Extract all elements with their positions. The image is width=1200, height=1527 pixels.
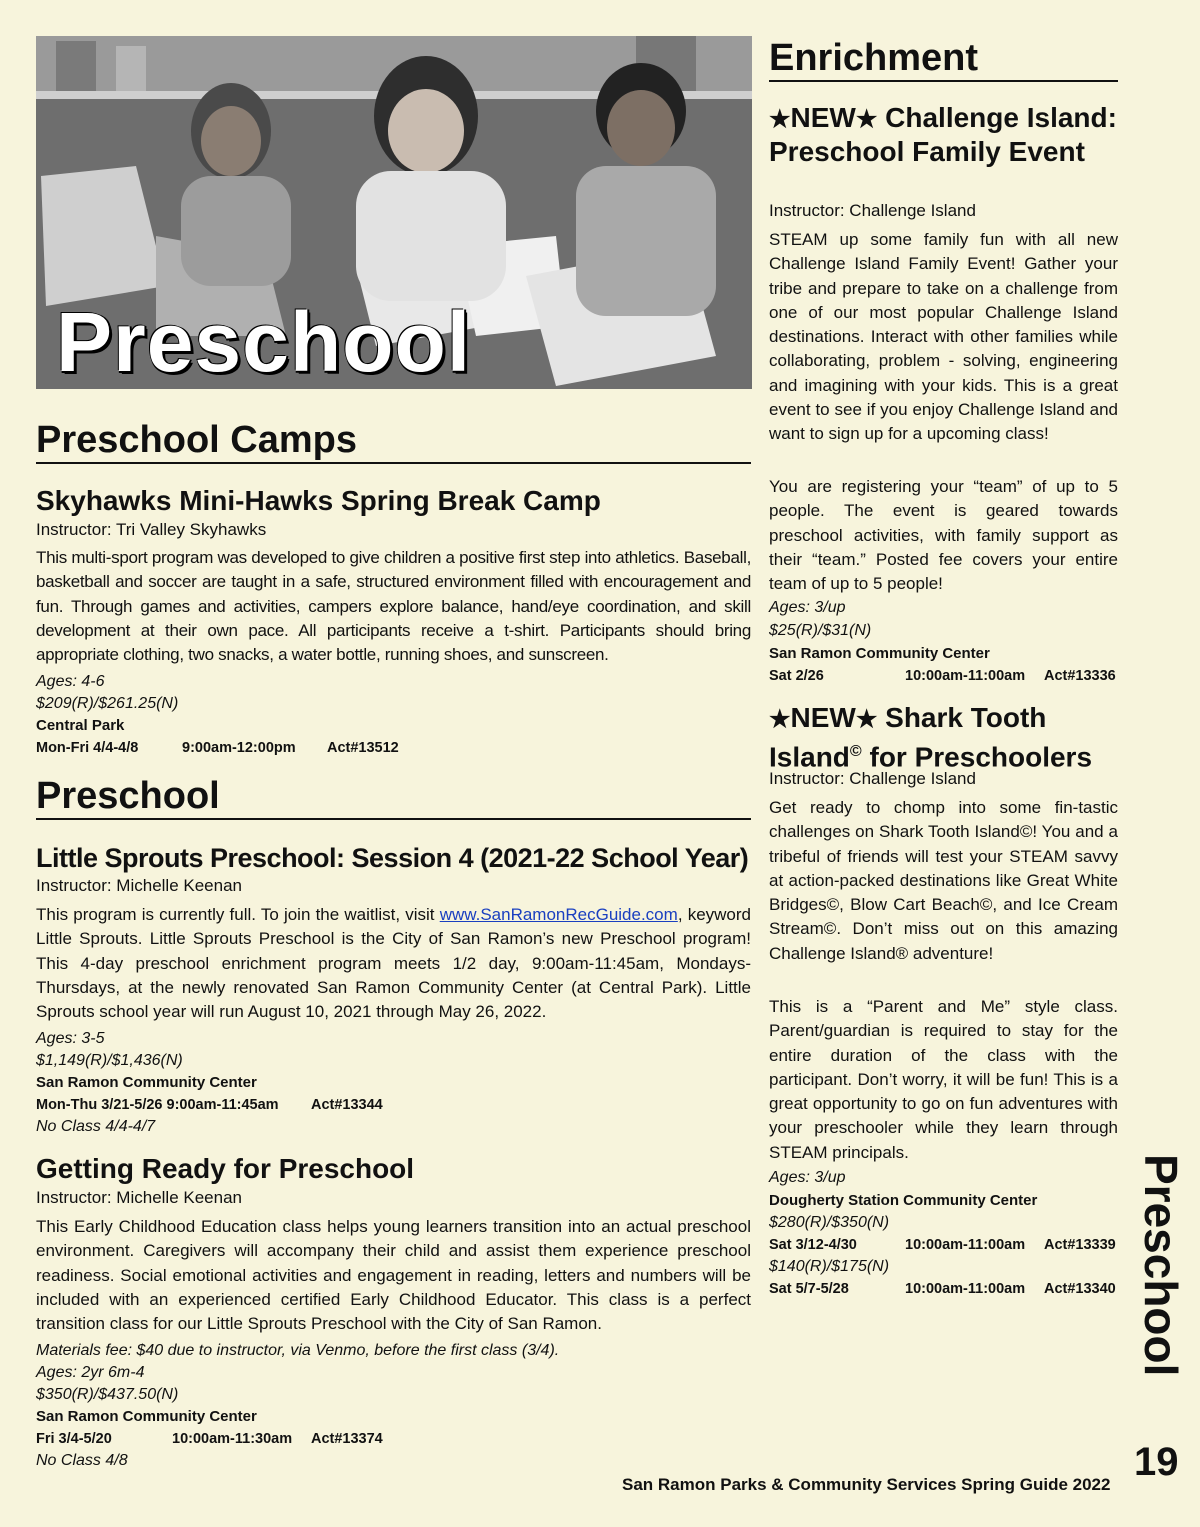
course-note: No Class 4/8 [36,1452,128,1469]
schedule-days: Sat 3/12-4/30 [769,1237,857,1253]
course-ages: Ages: 4-6 [36,673,105,690]
schedule-days: Sat 2/26 [769,668,824,684]
footer-text: San Ramon Parks & Community Services Spring Guide 2022 [622,1475,1111,1494]
course-instructor: Instructor: Tri Valley Skyhawks [36,520,267,539]
page-number: 19 [1134,1440,1179,1484]
schedule-time: 10:00am-11:00am [905,668,1026,684]
course-ages: Ages: 3/up [769,599,846,616]
schedule-activity-number: Act#13512 [327,740,399,756]
course-fee: $140(R)/$175(N) [769,1258,890,1275]
course-ages: Ages: 3-5 [36,1030,105,1047]
course-schedule [769,668,1118,688]
course-instructor: Instructor: Challenge Island [769,201,976,220]
course-fee: $280(R)/$350(N) [769,1214,890,1231]
star-icon: ★ [769,106,791,133]
course-schedule [769,1237,1118,1257]
schedule-activity-number: Act#13344 [311,1097,383,1113]
course-title-text: Island [769,741,850,773]
course-fee: $350(R)/$437.50(N) [36,1386,179,1403]
course-schedule [36,1097,536,1117]
hero-photo [36,36,752,389]
course-schedule [769,1281,1118,1301]
schedule-activity-number: Act#13340 [1044,1281,1116,1297]
schedule-time: 10:00am-11:30am [172,1431,293,1447]
course-title-getting-ready: Getting Ready for Preschool [36,1153,415,1184]
course-title-text: Shark Tooth [885,702,1047,733]
registration-link[interactable]: www.SanRamonRecGuide.com [439,905,678,924]
course-ages: Ages: 2yr 6m-4 [36,1364,145,1381]
new-tag: NEW [790,102,856,133]
course-description: Get ready to chomp into some fin-tastic challenges on Shark Tooth Island©! You and a tribeful of friends will test your STEAM savvy at action-packed destinations like Great White Bridges©, Blow Cart Beach©, and Ice Cream Stream©. Don’t miss out on this amazing Challenge Island® adventure! [769,798,1118,963]
course-instructor: Instructor: Challenge Island [769,769,976,788]
course-fee: $25(R)/$31(N) [769,622,872,639]
course-location: San Ramon Community Center [36,1074,257,1091]
star-icon: ★ [855,706,878,733]
photo-title: Preschool [56,295,472,389]
schedule-days: Mon-Fri 4/4-4/8 [36,740,139,756]
course-fee: $1,149(R)/$1,436(N) [36,1052,183,1069]
course-instructor: Instructor: Michelle Keenan [36,876,242,895]
course-location: San Ramon Community Center [36,1408,257,1425]
schedule-activity-number: Act#13336 [1044,668,1116,684]
course-materials: Materials fee: $40 due to instructor, via Venmo, before the first class (3/4). [36,1342,560,1359]
course-location: Central Park [36,717,125,734]
course-title-skyhawks: Skyhawks Mini-Hawks Spring Break Camp [36,485,601,516]
copyright-mark: © [849,743,862,760]
course-title-text: for Preschoolers [861,741,1093,773]
schedule-activity-number: Act#13374 [311,1431,383,1447]
course-fee: $209(R)/$261.25(N) [36,695,179,712]
section-heading-camps: Preschool Camps [36,420,751,464]
new-tag: NEW [790,702,856,733]
course-description [36,903,751,1024]
course-title-challenge-island [769,102,1119,168]
course-schedule [36,1431,536,1451]
schedule-days: Fri 3/4-5/20 [36,1431,112,1447]
star-icon: ★ [769,706,791,733]
course-description: This multi-sport program was developed to give children a positive first step into athletics. Baseball, basketball and soccer are taught in a safe, structured environment filled with encouragement and fun. Through games and activities, campers explore balance, hand/eye coordination, and skill development at their own pace. All participants receive a t-shirt. Participants should bring appropriate clothing, two snacks, a water bottle, running shoes, and sunscreen. [36,548,751,665]
course-description: This Early Childhood Education class helps young learners transition into an actual preschool environment. Caregivers will accompany their child and assist them experience preschool readiness. Social emotional activities and engagement in reading, letters and numbers will be included with an experienced certified Early Childhood Educator. This class is a perfect transition class for our Little Sprouts Preschool with the City of San Ramon. [36,1217,751,1334]
course-title-text: Challenge Island: Preschool Family Event [769,102,1117,167]
schedule-days: Sat 5/7-5/28 [769,1281,849,1297]
schedule-activity-number: Act#13339 [1044,1237,1116,1253]
side-section-tab [1135,1154,1188,1377]
course-description: STEAM up some family fun with all new Challenge Island Family Event! Gather your tribe and prepare to take on a challenge from one of our most popular Challenge Island destinations. Interact with other families while collaborating, problem - solving, engineering and imagining with your kids. This is a great event to see if you enjoy Challenge Island and want to sign up for a upcoming class! [769,230,1118,444]
course-location: Dougherty Station Community Center [769,1192,1038,1209]
description-text: , keyword Little Sprouts. Little Sprouts Preschool is the City of San Ramon’s new Preschool program! This 4-day preschool enrichment program meets 1/2 day, 9:00am-11:45am, Mondays-Thursdays, at the newly renovated San Ramon Community Center (at Central Park). Little Sprouts school year will run August 10, 2021 through May 26, 2022. [36,905,751,1022]
schedule-days-time: Mon-Thu 3/21-5/26 9:00am-11:45am [36,1097,279,1113]
star-icon: ★ [855,106,878,133]
course-ages: Ages: 3/up [769,1169,846,1186]
course-description-2: You are registering your “team” of up to 5 people. The event is geared towards preschool activities, with family support as their “team.” Posted fee covers your entire team of up to 5 people! [769,477,1118,594]
schedule-time: 10:00am-11:00am [905,1281,1026,1297]
description-text: This program is currently full. To join the waitlist, visit [36,905,440,924]
side-tab-label: Preschool [1135,1154,1187,1377]
course-title-shark-tooth [769,702,1119,773]
schedule-time: 9:00am-12:00pm [182,740,296,756]
section-heading-preschool: Preschool [36,776,751,820]
schedule-time: 10:00am-11:00am [905,1237,1026,1253]
course-instructor: Instructor: Michelle Keenan [36,1188,242,1207]
course-location: San Ramon Community Center [769,645,990,662]
course-description-2: This is a “Parent and Me” style class. Parent/guardian is required to stay for the entire duration of the class with the participant. Don’t worry, it will be fun! This is a great opportunity to go on fun adventures with your preschooler while they learn through STEAM principals. [769,997,1118,1162]
course-title-little-sprouts: Little Sprouts Preschool: Session 4 (2021-22 School Year) [36,843,749,873]
course-schedule [36,740,536,760]
course-note: No Class 4/4-4/7 [36,1118,156,1135]
section-heading-enrichment: Enrichment [769,38,1118,82]
